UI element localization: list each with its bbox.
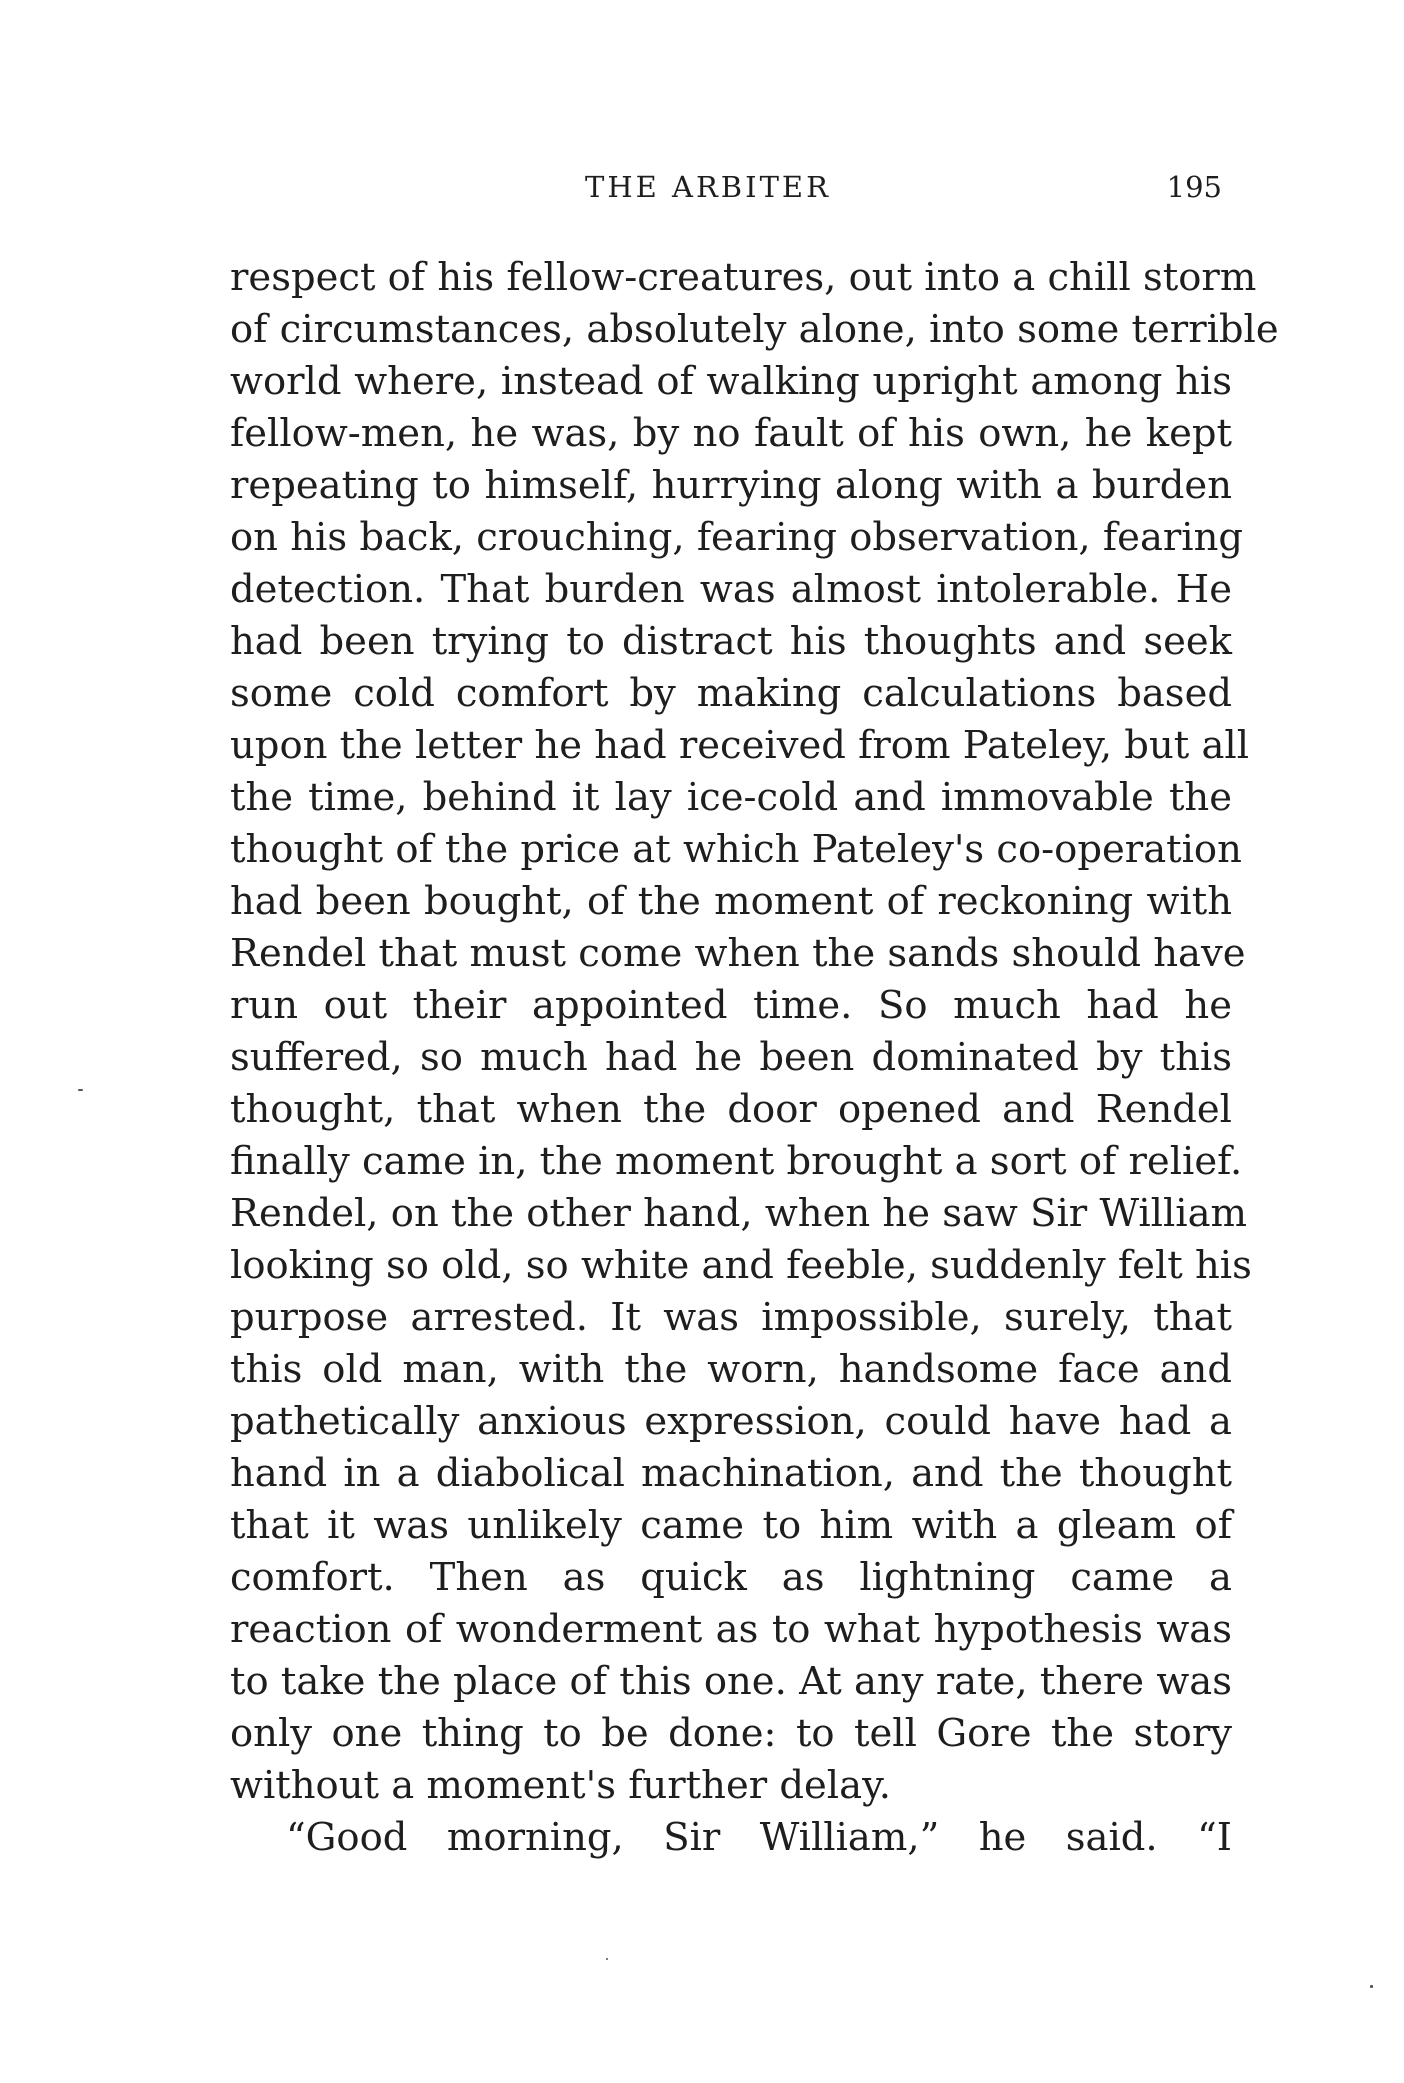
text-line: pathetically anxious expression, could have had a (230, 1399, 1232, 1444)
text-line: thought of the price at which Pateley's co-operation (230, 827, 1242, 872)
text-line: looking so old, so white and feeble, suddenly felt his (230, 1243, 1252, 1288)
paragraph-end-line: without a moment's further delay. (230, 1763, 891, 1808)
text-line: had been bought, of the moment of reckoning with (230, 879, 1232, 924)
running-head (230, 170, 1230, 210)
text-line: of circumstances, absolutely alone, into some terrible (230, 307, 1279, 352)
print-speck (78, 1089, 83, 1091)
dialogue-line: “Good morning, Sir William,” he said. “I (286, 1815, 1232, 1860)
body-text (230, 252, 1279, 1864)
text-line: on his back, crouching, fearing observation, fearing (230, 515, 1244, 560)
text-line: repeating to himself, hurrying along with a burden (230, 463, 1232, 508)
text-line: run out their appointed time. So much had he (230, 983, 1232, 1028)
text-line: only one thing to be done: to tell Gore the story (230, 1711, 1232, 1756)
text-line: the time, behind it lay ice-cold and immovable the (230, 775, 1232, 820)
print-speck (606, 1958, 608, 1960)
text-line: upon the letter he had received from Pateley, but all (230, 723, 1250, 768)
text-line: Rendel, on the other hand, when he saw Sir William (230, 1191, 1248, 1236)
text-line: had been trying to distract his thoughts and seek (230, 619, 1232, 664)
text-line: fellow-men, he was, by no fault of his own, he kept (230, 411, 1232, 456)
text-line: purpose arrested. It was impossible, surely, that (230, 1295, 1232, 1340)
text-line: respect of his fellow-creatures, out into a chill storm (230, 255, 1257, 300)
text-line: reaction of wonderment as to what hypothesis was (230, 1607, 1232, 1652)
text-line: Rendel that must come when the sands should have (230, 931, 1246, 976)
text-line: hand in a diabolical machination, and the thought (230, 1451, 1232, 1496)
text-line: to take the place of this one. At any rate, there was (230, 1659, 1232, 1704)
text-line: detection. That burden was almost intolerable. He (230, 567, 1232, 612)
text-line: this old man, with the worn, handsome face and (230, 1347, 1232, 1392)
text-line: finally came in, the moment brought a sort of relief. (230, 1139, 1243, 1184)
text-line: comfort. Then as quick as lightning came a (230, 1555, 1232, 1600)
text-line: suffered, so much had he been dominated by this (230, 1035, 1232, 1080)
text-line: that it was unlikely came to him with a gleam of (230, 1503, 1232, 1548)
text-line: world where, instead of walking upright among his (230, 359, 1232, 404)
text-line: thought, that when the door opened and Rendel (230, 1087, 1232, 1132)
running-title: THE ARBITER (585, 170, 831, 204)
page-number: 195 (1166, 170, 1222, 204)
print-speck (1370, 1985, 1373, 1988)
text-line: some cold comfort by making calculations based (230, 671, 1232, 716)
